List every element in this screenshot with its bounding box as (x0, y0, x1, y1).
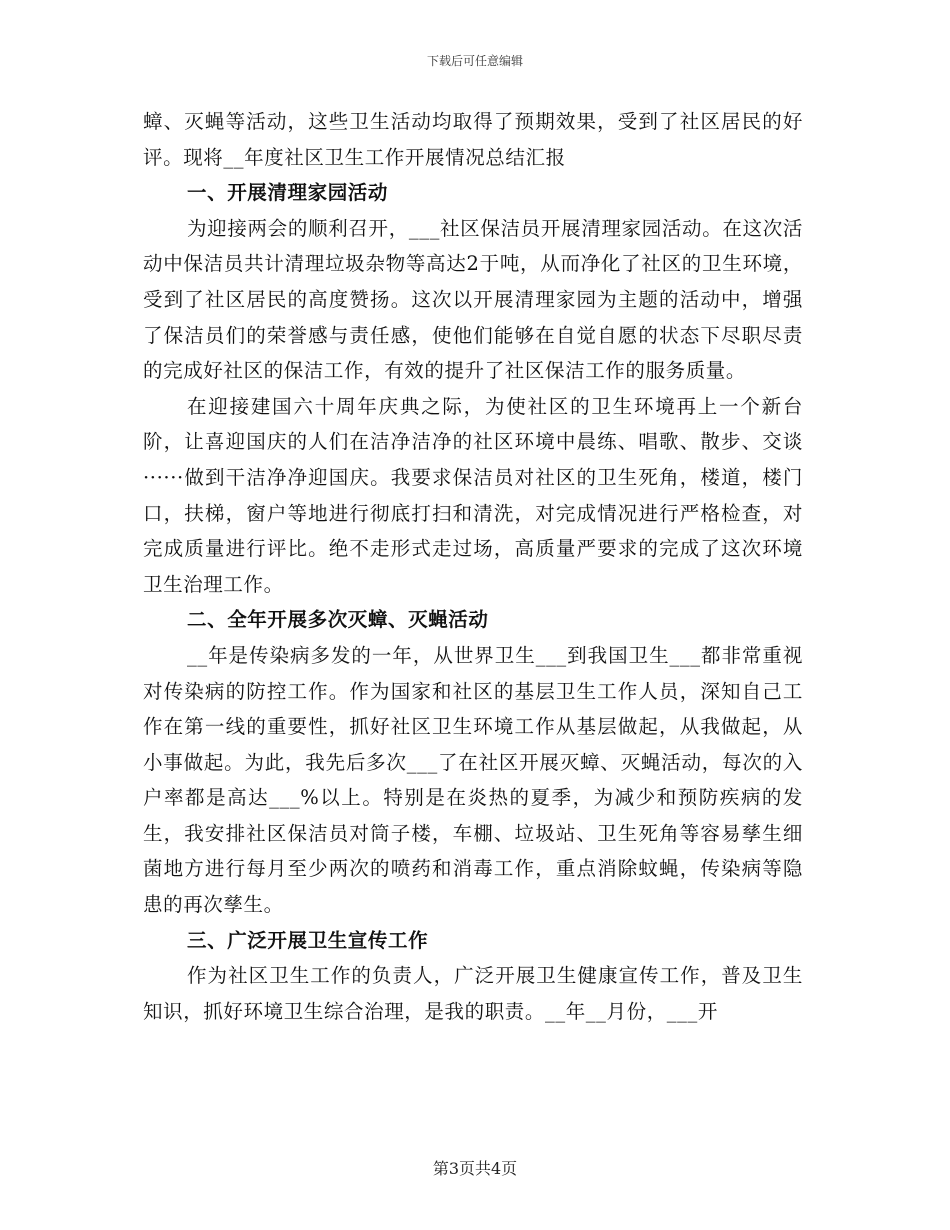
section-heading-1: 一、开展清理家园活动 (187, 181, 389, 205)
paragraph-1: 为迎接两会的顺利召开，___社区保洁员开展清理家园活动。在这次活动中保洁员共计清理垃圾杂物等高达2于吨，从而净化了社区的卫生环境，受到了社区居民的高度赞扬。这次以开展清理家园为主题的活动中，增强了保洁员们的荣誉感与责任感，使他们能够在自觉自愿的状态下尽职尽责的完成好社区的保洁工作，有效的提升了社区保洁工作的服务质量。 (143, 216, 803, 383)
paragraph-2: 在迎接建国六十周年庆典之际，为使社区的卫生环境再上一个新台阶，让喜迎国庆的人们在洁净洁净的社区环境中晨练、唱歌、散步、交谈······做到干洁净净迎国庆。我要求保洁员对社区的卫生死角，楼道，楼门口，扶梯，窗户等地进行彻底打扫和清洗，对完成情况进行严格检查，对完成质量进行评比。绝不走形式走过场，高质量严要求的完成了这次环境卫生治理工作。 (143, 394, 803, 596)
section-heading-3: 三、广泛开展卫生宣传工作 (187, 928, 429, 952)
page-footer: 第3页共4页 (432, 1159, 518, 1178)
intro-paragraph: 蟑、灭蝇等活动，这些卫生活动均取得了预期效果，受到了社区居民的好评。现将__年度社区卫生工作开展情况总结汇报 (143, 110, 803, 169)
page-header: 下载后可任意编辑 (426, 54, 523, 68)
paragraph-3: __年是传染病多发的一年，从世界卫生___到我国卫生___都非常重视对传染病的防控工作。作为国家和社区的基层卫生工作人员，深知自己工作在第一线的重要性，抓好社区卫生环境工作从基层做起，从我做起，从小事做起。为此，我先后多次___了在社区开展灭蟑、灭蝇活动，每次的入户率都是高达___%以上。特别是在炎热的夏季，为减少和预防疾病的发生，我安排社区保洁员对筒子楼，车棚、垃圾站、卫生死角等容易孳生细菌地方进行每月至少两次的喷药和消毒工作，重点消除蚊蝇，传染病等隐患的再次孳生。 (143, 643, 803, 917)
section-heading-2: 二、全年开展多次灭蟑、灭蝇活动 (187, 608, 489, 632)
paragraph-4: 作为社区卫生工作的负责人，广泛开展卫生健康宣传工作，普及卫生知识，抓好环境卫生综合治理，是我的职责。__年__月份，___开 (143, 964, 803, 1023)
document-body (143, 104, 803, 1029)
